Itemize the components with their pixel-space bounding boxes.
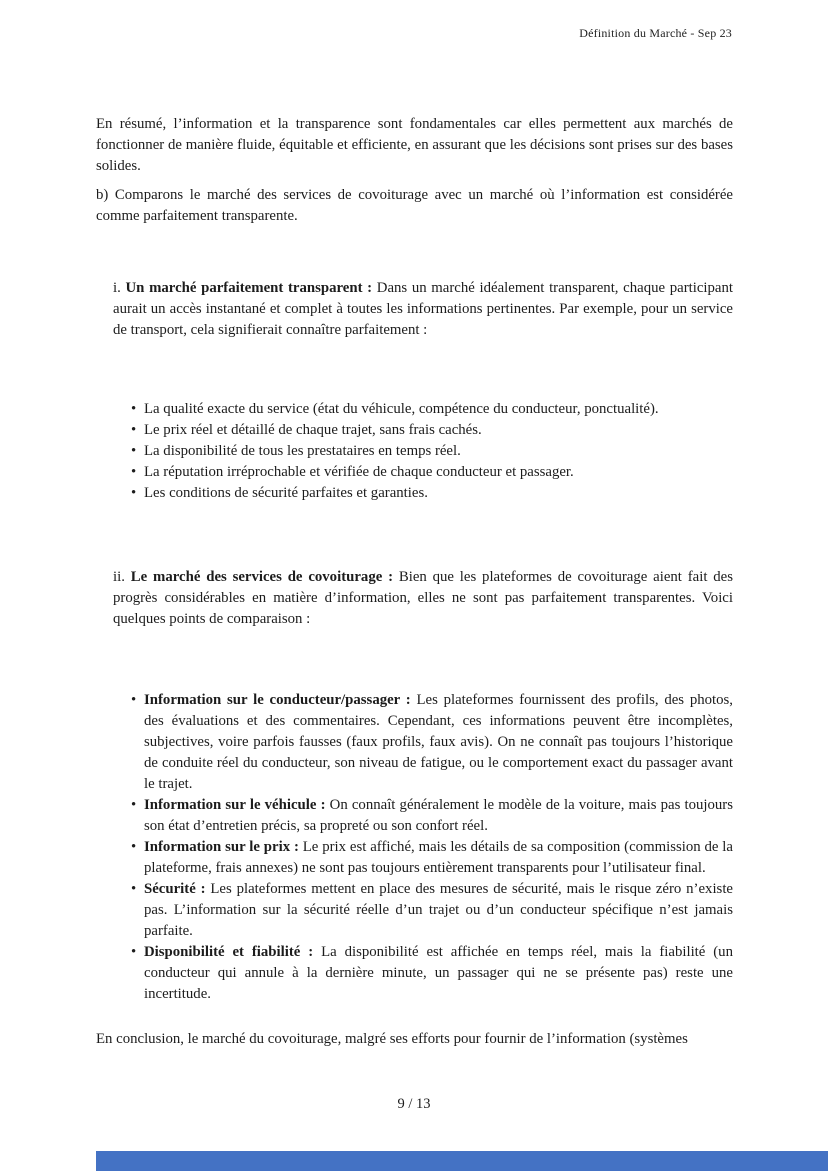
paragraph-conclusion: En conclusion, le marché du covoiturage, malgré ses efforts pour fournir de l’information (systèmes — [96, 1031, 688, 1047]
section-i-transparent-market — [113, 278, 733, 341]
list-item: • La qualité exacte du service (état du véhicule, compétence du conducteur, ponctualité). — [96, 399, 733, 420]
list-item: • Le prix réel et détaillé de chaque trajet, sans frais cachés. — [96, 420, 733, 441]
list-item — [96, 879, 733, 942]
section-i-prefix: i. — [113, 280, 126, 296]
list-item — [96, 837, 733, 879]
list-item-term: Information sur le conducteur/passager : — [144, 692, 411, 708]
paragraph-question-b: b) Comparons le marché des services de covoiturage avec un marché où l’information est considérée comme parfaitement transparente. — [96, 187, 733, 224]
section-ii-text: Bien que les plateformes de covoiturage aient fait des progrès considérables en matière d’information, elles ne sont pas parfaitement transparentes. Voici quelques points de comparaison : — [113, 569, 733, 627]
carpool-comparison-list — [96, 690, 733, 1005]
list-item-text: Les plateformes fournissent des profils, des photos, des évaluations et des commentaires. Cependant, ces informations peuvent être incomplètes, subjectives, voire parfois fausses (faux profils, faux avis). On ne connaît pas toujours l’historique de conduite réel du conducteur, son niveau de fatigue, ou le comportement exact du passager avant le trajet. — [144, 692, 733, 792]
section-ii-carpool-market — [113, 567, 733, 630]
list-item — [96, 690, 733, 795]
section-i-text: Dans un marché idéalement transparent, chaque participant aurait un accès instantané et complet à toutes les informations pertinentes. Par exemple, pour un service de transport, cela signifierait connaître parfaitement : — [113, 280, 733, 338]
list-item: • La disponibilité de tous les prestataires en temps réel. — [96, 441, 733, 462]
document-body — [96, 114, 733, 1050]
next-page-accent-bar — [96, 1151, 828, 1171]
list-item-text: Le prix est affiché, mais les détails de sa composition (commission de la plateforme, frais annexes) ne sont pas toujours entièrement transparents pour l’utilisateur final. — [144, 839, 733, 876]
section-i-title: Un marché parfaitement transparent : — [125, 280, 373, 296]
transparent-market-list — [96, 399, 733, 504]
list-item-text: La disponibilité est affichée en temps réel, mais la fiabilité (un conducteur qui annule à la dernière minute, un passager qui ne se présente pas) reste une incertitude. — [144, 944, 733, 1002]
list-item — [96, 795, 733, 837]
section-ii-prefix: ii. — [113, 569, 131, 585]
section-ii-title: Le marché des services de covoiturage : — [130, 569, 394, 585]
list-item-term: Information sur le véhicule : — [144, 797, 326, 813]
list-item: • Les conditions de sécurité parfaites et garanties. — [96, 483, 733, 504]
list-item-term: Disponibilité et fiabilité : — [144, 944, 314, 960]
list-item — [96, 942, 733, 1005]
list-item-text: Les plateformes mettent en place des mesures de sécurité, mais le risque zéro n’existe pas. L’information sur la sécurité réelle d’un trajet ou d’un conducteur spécifique n’est jamais parfaite. — [144, 881, 733, 939]
list-item-text: On connaît généralement le modèle de la voiture, mais pas toujours son état d’entretien précis, sa propreté ou son confort réel. — [144, 797, 733, 834]
page-number: 9 / 13 — [397, 1096, 431, 1112]
list-item: • La réputation irréprochable et vérifiée de chaque conducteur et passager. — [96, 462, 733, 483]
document-header: Définition du Marché - Sep 23 — [579, 26, 732, 40]
list-item-term: Information sur le prix : — [144, 839, 299, 855]
list-item-term: Sécurité : — [144, 881, 206, 897]
paragraph-summary: En résumé, l’information et la transparence sont fondamentales car elles permettent aux marchés de fonctionner de manière fluide, équitable et efficiente, en assurant que les décisions sont prises sur des bases solides. — [96, 116, 733, 174]
